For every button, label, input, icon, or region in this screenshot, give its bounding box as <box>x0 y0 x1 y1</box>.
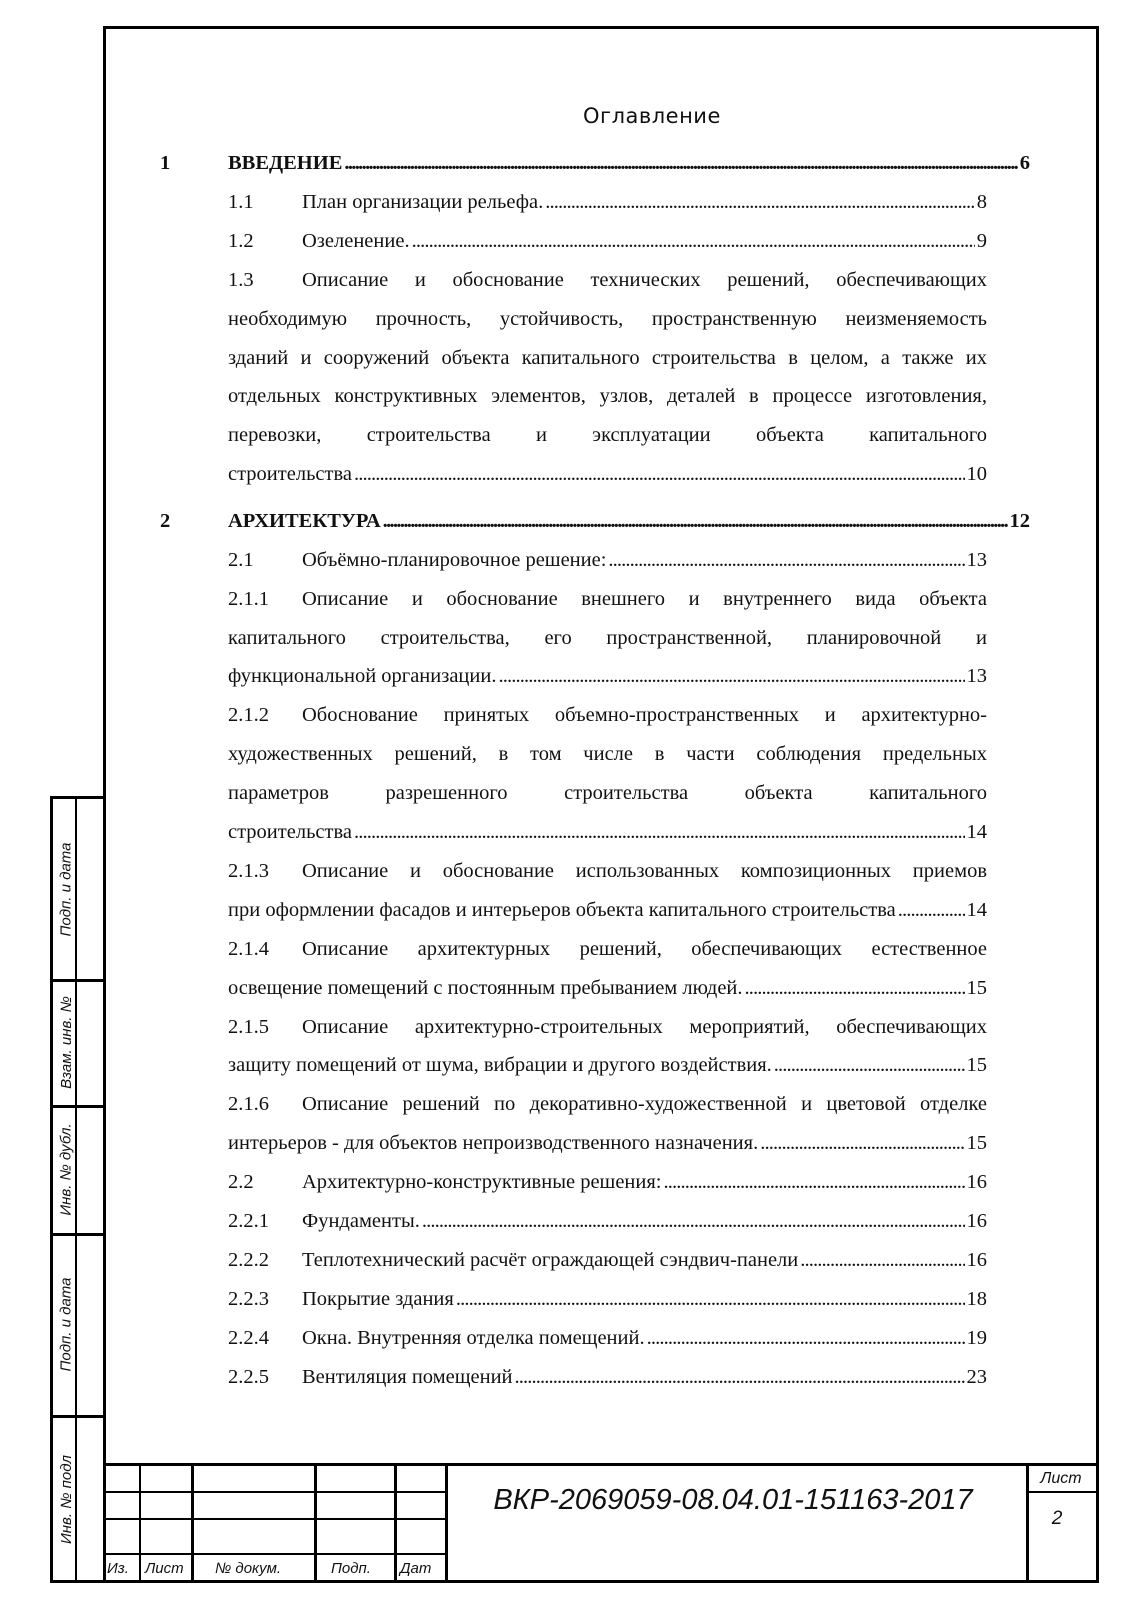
toc-entry-title-line: интерьеров - для объектов непроизводственного назначения. <box>228 1132 759 1155</box>
toc-leader-dots <box>383 510 1008 533</box>
toc-entry-page: 16 <box>966 1171 987 1194</box>
toc-entry-title-line: при оформлении фасадов и интерьеров объекта капитального строительства <box>228 898 896 921</box>
toc-entry-page: 12 <box>1009 509 1030 532</box>
toc-entry <box>228 1093 987 1116</box>
toc-entry-title: Теплотехнический расчёт ограждающей сэндвич-панели <box>302 1248 799 1271</box>
tb-col-signature: Подп. <box>331 1560 371 1577</box>
toc-entry-title-line: перевозки, строительства и эксплуатации объекта капитального <box>228 424 987 447</box>
toc-entry-title-line: параметров разрешенного строительства объекта капитального <box>228 782 987 805</box>
toc-entry-page: 14 <box>966 821 987 844</box>
toc-entry-number: 2 <box>160 509 171 532</box>
toc-entry-title-line: зданий и сооружений объекта капитального строительства в целом, а также их <box>228 346 987 369</box>
toc-entry-title: Фундаменты. <box>302 1210 420 1233</box>
tb-col-change: Из. <box>107 1560 129 1577</box>
toc-entry <box>228 230 987 253</box>
toc-entry-title-line: Описание архитектурно-строительных мероприятий, обеспечивающих <box>302 1015 987 1038</box>
toc-entry-title-line: художественных решений, в том числе в части соблюдения предельных <box>228 743 987 766</box>
toc-leader-dots <box>498 665 964 688</box>
toc-leader-dots <box>800 1249 964 1272</box>
toc-leader-dots <box>545 191 975 214</box>
toc-entry-number: 1.2 <box>228 229 254 252</box>
toc-entry-number: 2.1.4 <box>228 937 269 960</box>
toc-entry-page: 16 <box>966 1210 987 1233</box>
toc-entry-continuation <box>228 308 987 331</box>
toc-leader-dots <box>354 821 965 844</box>
tb-col-line <box>139 1466 141 1583</box>
toc-entry-page: 15 <box>966 1132 987 1155</box>
toc-leader-dots <box>898 899 965 922</box>
toc-heading-text: Оглавление <box>583 104 721 128</box>
toc-entry-title-line: капитального строительства, его пространственной, планировочной и <box>228 626 987 649</box>
toc-leader-dots <box>760 1132 964 1155</box>
toc-entry-title-line: необходимую прочность, устойчивость, пространственную неизменяемость <box>228 307 987 330</box>
toc-leader-dots <box>664 1171 965 1194</box>
toc-entry-title-line: Описание архитектурных решений, обеспечивающих естественное <box>302 937 987 960</box>
sheet-number: 2 <box>1051 1508 1063 1529</box>
toc-entry <box>228 191 987 214</box>
tb-col-doc-number: № докум. <box>215 1560 282 1577</box>
side-stamp <box>50 796 103 1583</box>
toc-entry <box>228 1366 987 1389</box>
toc-leader-dots <box>647 1327 965 1350</box>
toc-leader-dots <box>515 1366 965 1389</box>
toc-entry-number: 1.1 <box>228 190 254 213</box>
toc-entry <box>228 549 987 572</box>
toc-entry-title: Объёмно-планировочное решение: <box>302 548 607 571</box>
toc-leader-dots <box>422 1210 965 1233</box>
toc-entry <box>228 1171 987 1194</box>
toc-leader-dots <box>608 549 964 572</box>
side-label-orig-inv: Инв. № подл <box>57 1454 75 1544</box>
toc-entry-continuation <box>228 424 987 447</box>
toc-entry <box>160 152 1030 175</box>
toc-entry-page: 9 <box>976 229 987 252</box>
toc-entry <box>228 1249 987 1272</box>
document-code: ВКР-2069059-08.04.01-151163-2017 <box>493 1484 973 1516</box>
toc-entry-continuation <box>228 782 987 805</box>
tb-col-date: Дат <box>400 1560 432 1577</box>
toc-entry-number: 2.1 <box>228 548 254 571</box>
toc-entry-last-line <box>228 463 987 486</box>
toc-entry <box>228 588 987 611</box>
toc-entry-number: 2.2.2 <box>228 1248 269 1271</box>
toc-entry-title: Окна. Внутренняя отделка помещений. <box>302 1326 645 1349</box>
toc-entry-page: 15 <box>966 1054 987 1077</box>
tb-row-line <box>1026 1491 1096 1493</box>
toc-leader-dots <box>745 977 965 1000</box>
toc-entry-page: 18 <box>966 1287 987 1310</box>
toc-entry <box>228 269 987 292</box>
toc-entry-number: 2.2.3 <box>228 1287 269 1310</box>
tb-col-line <box>314 1466 317 1583</box>
toc-entry-title-line: строительства <box>228 821 352 844</box>
toc-entry-last-line <box>228 1054 987 1077</box>
toc-entry-title: АРХИТЕКТУРА <box>228 509 381 532</box>
toc-entry-title-line: освещение помещений с постоянным пребыванием людей. <box>228 976 743 999</box>
toc-entry <box>228 1288 987 1311</box>
toc-entry-page: 10 <box>966 463 987 486</box>
toc-entry-title-line: функциональной организации. <box>228 665 497 688</box>
sheet-label: Лист <box>1040 1470 1082 1487</box>
toc-entry-page: 13 <box>966 548 987 571</box>
toc-entry <box>228 704 987 727</box>
toc-entry <box>228 1016 987 1039</box>
tb-col-sheet: Лист <box>145 1560 184 1577</box>
toc-leader-dots <box>412 230 975 253</box>
toc-entry-title: Вентиляция помещений <box>302 1365 513 1388</box>
toc-entry-page: 13 <box>966 665 987 688</box>
toc-entry-title-line: отдельных конструктивных элементов, узлов, деталей в процессе изготовления, <box>228 385 987 408</box>
toc-entry-continuation <box>228 743 987 766</box>
toc-leader-dots <box>456 1288 965 1311</box>
tb-col-line <box>394 1466 397 1583</box>
toc-entry-page: 8 <box>976 190 987 213</box>
toc-entry-last-line <box>228 665 987 688</box>
toc-entry-number: 1.3 <box>228 268 254 291</box>
toc-leader-dots <box>354 463 965 486</box>
toc-entry-continuation <box>228 385 987 408</box>
toc-entry-last-line <box>228 1132 987 1155</box>
toc-entry-page: 16 <box>966 1248 987 1271</box>
toc-entry-number: 2.1.3 <box>228 859 269 882</box>
side-label-sign-date-2: Подп. и дата <box>57 1277 75 1371</box>
toc-entry-title-line: Описание и обоснование технических решений, обеспечивающих <box>302 268 987 291</box>
toc-entry-title: ВВЕДЕНИЕ <box>228 152 343 174</box>
toc-entry-title-line: Описание и обоснование использованных композиционных приемов <box>302 859 987 882</box>
toc-entry-last-line <box>228 821 987 844</box>
toc-entry-continuation <box>228 347 987 370</box>
tb-col-line <box>191 1466 194 1583</box>
toc-entry <box>228 1327 987 1350</box>
toc-entry-last-line <box>228 977 987 1000</box>
toc-entry-last-line <box>228 899 987 922</box>
side-label-dup-inv: Инв. № дубл. <box>57 1122 75 1216</box>
toc-entry-number: 2.2 <box>228 1171 254 1194</box>
title-block <box>103 1463 1099 1583</box>
toc-entry-title-line: Описание и обоснование внешнего и внутреннего вида объекта <box>302 587 987 610</box>
toc-entry-page: 19 <box>966 1326 987 1349</box>
toc-entry-page: 15 <box>966 976 987 999</box>
toc-entry-title-line: Описание решений по декоративно-художественной и цветовой отделке <box>302 1093 987 1116</box>
toc-entry <box>228 860 987 883</box>
toc-entry-page: 14 <box>966 898 987 921</box>
toc-leader-dots <box>344 152 1017 175</box>
toc-entry-number: 2.1.2 <box>228 704 269 727</box>
toc-entry-continuation <box>228 627 987 650</box>
toc-entry-title-line: защиту помещений от шума, вибрации и другого воздействия. <box>228 1054 772 1077</box>
toc-entry-number: 2.2.5 <box>228 1365 269 1388</box>
toc-entry-title-line: Обоснование принятых объемно-пространственных и архитектурно- <box>302 704 987 727</box>
toc-entry-number: 2.1.6 <box>228 1093 269 1116</box>
toc-entry-number: 2.1.1 <box>228 587 269 610</box>
toc-entry <box>228 1210 987 1233</box>
toc-entry-number: 2.2.1 <box>228 1210 269 1233</box>
toc-entry-page: 23 <box>966 1365 987 1388</box>
side-label-sign-date: Подп. и дата <box>57 842 75 936</box>
toc-entry-title-line: строительства <box>228 463 352 486</box>
toc-entry <box>228 938 987 961</box>
toc-entry <box>160 510 1030 533</box>
toc-leader-dots <box>774 1054 965 1077</box>
side-label-replace-inv: Взам. инв. № <box>57 995 75 1089</box>
toc-entry-number: 1 <box>160 152 171 174</box>
toc-entry-title: Озеленение. <box>302 229 410 252</box>
toc-entry-title: Архитектурно-конструктивные решения: <box>302 1171 662 1194</box>
toc-entry-number: 2.2.4 <box>228 1326 269 1349</box>
toc-entry-title: План организации рельефа. <box>302 190 544 213</box>
toc-entry-title: Покрытие здания <box>302 1287 454 1310</box>
toc-entry-page: 6 <box>1019 152 1030 174</box>
toc-entry-number: 2.1.5 <box>228 1015 269 1038</box>
